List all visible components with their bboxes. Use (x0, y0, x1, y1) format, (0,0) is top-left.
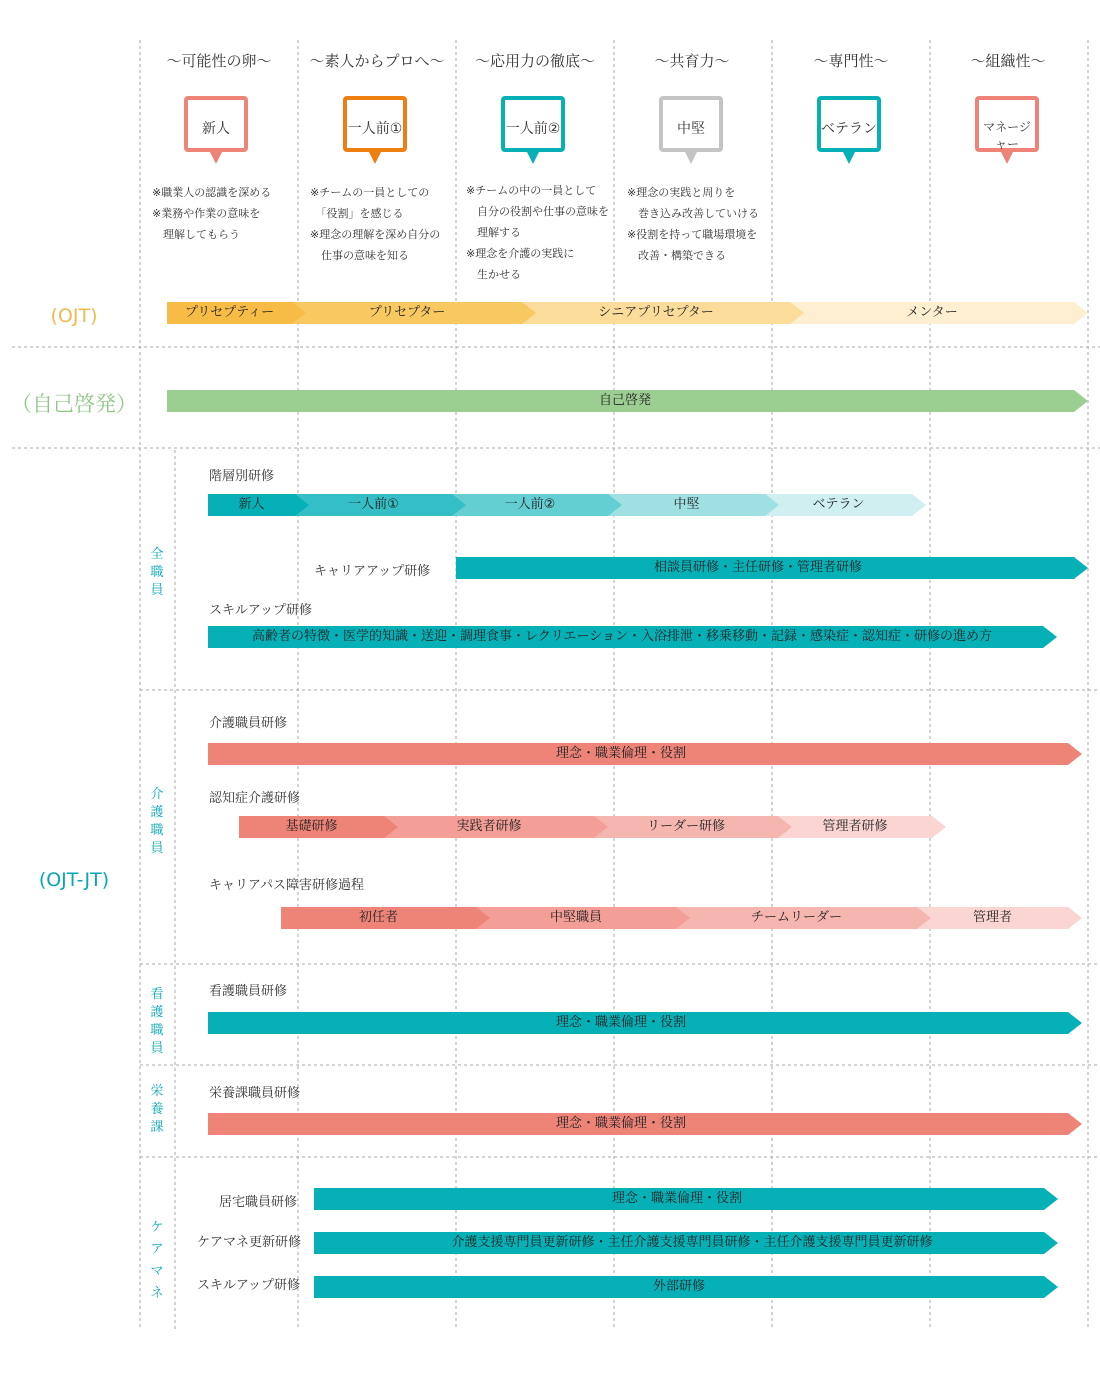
vertical-text: 介 護 職 員 (150, 787, 164, 856)
career-up-bar-label: 相談員研修・主任研修・管理者研修 (653, 560, 863, 575)
stage-title: 〜素人からプロへ〜 (309, 52, 445, 70)
note-line: ※役割を持って職場環境を (627, 228, 758, 241)
stage-note (466, 180, 609, 285)
note-line: 改善・構築できる (627, 249, 726, 262)
hierarchy-bar-segment-label: 中堅 (673, 497, 700, 512)
badge-label: 中堅 (677, 121, 705, 137)
row-title-cm-renewal: ケアマネ更新研修 (197, 1235, 302, 1250)
group-label-all-staff (148, 546, 166, 600)
stage-title: 〜専門性〜 (813, 52, 889, 70)
career-path-bar-segment-label: 管理者 (972, 910, 1013, 925)
note-line: ※理念を介護の実践に (466, 247, 575, 260)
stage-badge (659, 96, 723, 152)
note-line: 仕事の意味を知る (310, 249, 409, 262)
row-title-care-staff: 介護職員研修 (209, 716, 288, 731)
stage-badge (501, 96, 565, 152)
vertical-text: ケ ア マ ネ (150, 1220, 164, 1301)
stage-title: 〜可能性の卵〜 (166, 52, 272, 70)
badge-label: 一人前① (347, 121, 403, 137)
stage-note (627, 182, 759, 266)
care-staff-bar-label: 理念・職業倫理・役割 (555, 746, 687, 761)
nutrition-bar-label: 理念・職業倫理・役割 (555, 1116, 687, 1131)
stage-title: 〜共育力〜 (654, 52, 730, 70)
row-title-home-staff: 居宅職員研修 (219, 1195, 298, 1210)
dementia-bar-segment-label: 基礎研修 (285, 819, 338, 834)
skill-up-bar-label: 高齢者の特徴・医学的知識・送迎・調理食事・レクリエーション・入浴排泄・移乗移動・記録・感染症・認知症・研修の進め方 (252, 629, 992, 644)
note-line: 自分の役割や仕事の意味を (466, 205, 609, 218)
badge-pointer (526, 150, 540, 164)
row-title-hierarchy: 階層別研修 (209, 469, 275, 484)
hierarchy-bar-segment-label: 新人 (238, 497, 265, 512)
cm-skill-bar-label: 外部研修 (652, 1279, 706, 1294)
stage-badge (343, 96, 407, 152)
note-line: ※理念の理解を深め自分の (310, 228, 441, 241)
home-staff-bar-label: 理念・職業倫理・役割 (611, 1191, 743, 1206)
note-line: 「役割」を感じる (310, 207, 404, 220)
dementia-bar-segment-label: 実践者研修 (456, 819, 522, 834)
row-title-skill-up: スキルアップ研修 (209, 603, 312, 618)
group-label-nutrition (148, 1083, 166, 1137)
career-path-bar-segment-label: 初任者 (358, 910, 399, 925)
badge-pointer (684, 150, 698, 164)
row-title-nursing: 看護職員研修 (209, 984, 288, 999)
hierarchy-bar-segment-label: 一人前② (504, 497, 556, 512)
ojt-bar-segment-label: プリセプター (368, 305, 446, 320)
stage-note (152, 182, 271, 245)
row-title-cm-skill: スキルアップ研修 (197, 1278, 300, 1293)
career-path-bar-segment-label: チームリーダー (750, 910, 843, 925)
badge-label: ベテラン (821, 121, 877, 137)
dementia-bar-segment-label: リーダー研修 (646, 819, 726, 834)
badge-label: 一人前② (505, 121, 561, 137)
hierarchy-bar-segment-label: ベテラン (812, 497, 865, 512)
group-label-care-manager (148, 1217, 166, 1305)
row-title-dementia: 認知症介護研修 (209, 791, 301, 806)
cm-renewal-bar-label: 介護支援専門員更新研修・主任介護支援専門員研修・主任介護支援専門員更新研修 (451, 1235, 933, 1250)
note-line: ※業務や作業の意味を (152, 207, 261, 220)
dementia-bar-segment-label: 管理者研修 (822, 819, 888, 834)
badge-label: マネージャー (983, 120, 1031, 151)
hierarchy-bar-segment-label: 一人前① (348, 497, 399, 512)
note-line: 理解してもらう (152, 228, 240, 241)
note-line: 巻き込み改善していける (627, 207, 759, 220)
badge-pointer (209, 150, 223, 164)
ojt-bar-segment-label: メンター (906, 305, 958, 320)
row-title-career-up: キャリアアップ研修 (314, 564, 431, 579)
note-line: ※チームの中の一員として (466, 184, 597, 197)
self-dev-bar-label: 自己啓発 (598, 393, 652, 408)
row-title-nutrition: 栄養課職員研修 (209, 1086, 301, 1101)
row-title-career-path: キャリアパス障害研修過程 (209, 878, 364, 893)
vertical-text: 全 職 員 (150, 547, 164, 598)
stage-badge (184, 96, 248, 152)
note-line: 理解する (466, 226, 521, 239)
section-label-ojt: (OJT) (50, 305, 98, 327)
note-line: ※チームの一員としての (310, 186, 430, 199)
note-line: ※職業人の認識を深める (152, 186, 272, 199)
stage-title: 〜応用力の徹底〜 (474, 52, 596, 70)
career-path-bar-segment-label: 中堅職員 (549, 910, 603, 925)
group-label-care-staff (148, 786, 166, 858)
section-label-self: （自己啓発） (11, 392, 137, 416)
badge-pointer (842, 150, 856, 164)
stage-badge (975, 96, 1039, 152)
badge-pointer (1000, 150, 1014, 164)
group-label-nursing-staff (148, 986, 166, 1058)
vertical-text: 栄 養 課 (150, 1084, 164, 1135)
note-line: 生かせる (466, 268, 521, 281)
nursing-bar-label: 理念・職業倫理・役割 (555, 1015, 687, 1030)
badge-label: 新人 (202, 121, 230, 137)
note-line: ※理念の実践と周りを (627, 186, 736, 199)
vertical-text: 看 護 職 員 (150, 987, 164, 1056)
ojt-bar-segment-label: プリセプティー (184, 305, 275, 320)
stage-title: 〜組織性〜 (970, 52, 1046, 70)
ojt-bar-segment-label: シニアプリセプター (598, 305, 714, 320)
stage-note (310, 182, 440, 266)
stage-badge (817, 96, 881, 152)
badge-pointer (368, 150, 382, 164)
section-label-ojt-jt: (OJT-JT) (38, 869, 110, 891)
